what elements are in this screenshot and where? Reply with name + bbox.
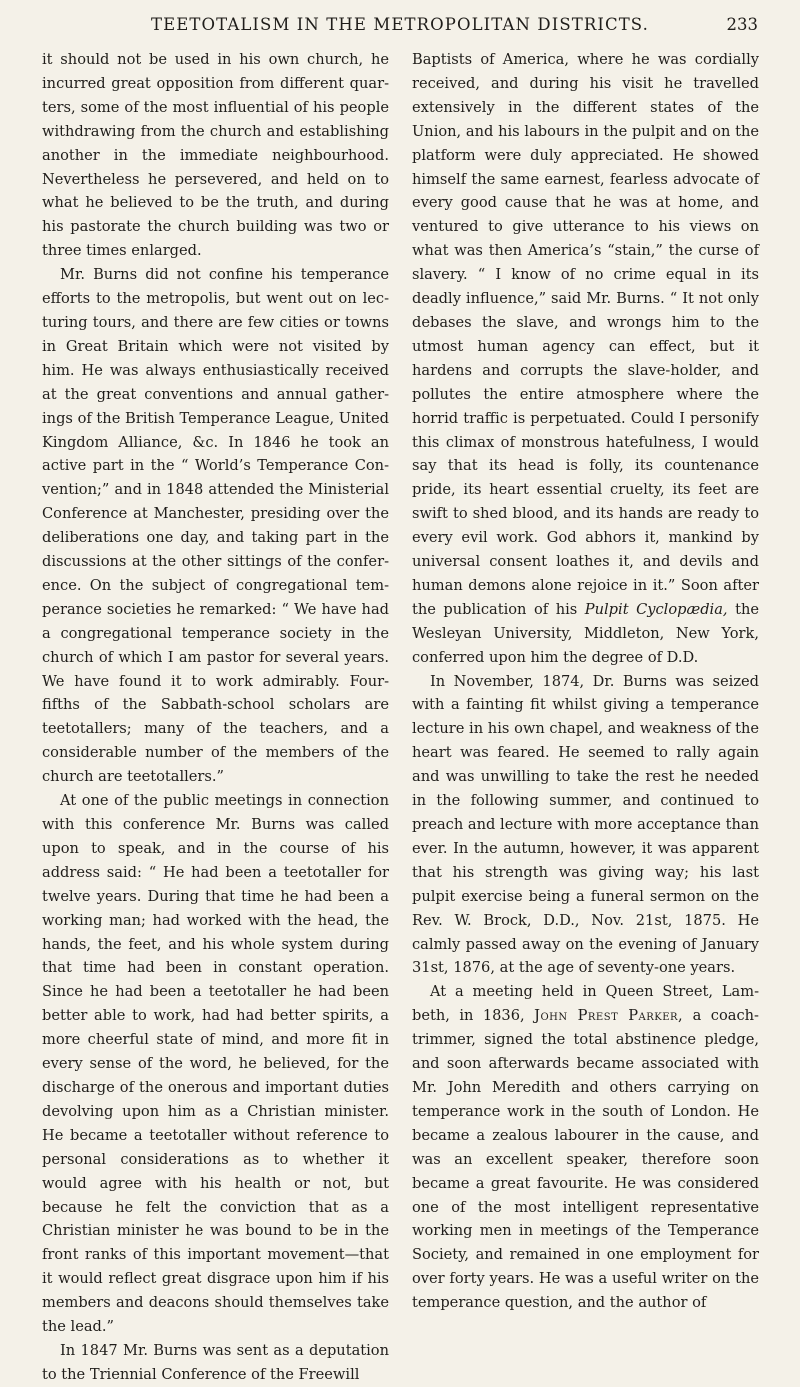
paragraph: Mr. Burns did not confine his temperance efforts to the metropolis, but went out on lecturing tours, and there are few cities or towns in Great Britain which were not visited by him. He was always enthusiastically received at the great conventions and annual gatherings of the British Temperance League, United Kingdom Alliance, &c. In 1846 he took an active part in the “ World’s Temperance Convention;” and in 1848 attended the Ministerial Conference at Manchester, presiding over the deliberations one day, and taking part in the discussions at the other sittings of the conference. On the subject of congregational temperance societies he remarked: “ We have had a congregational temperance society in the church of which I am pastor for several years. We have found it to work admirably. Four-fifths of the Sabbath-school scholars are teetotallers; many of the teachers, and a considerable number of the members of the church are teetotallers.” xyxy=(42,266,389,786)
running-header xyxy=(42,10,758,40)
left-column xyxy=(42,48,389,1387)
book-title: Pulpit Cyclopædia, xyxy=(584,600,728,618)
paragraph: it should not be used in his own church, he incurred great opposition from different quarters, some of the most influential of his people withdrawing from the church and establishing another in the immediate neighbourhood. Nevertheless he persevered, and held on to what he believed to be the truth, and during his pastorate the church building was two or three times enlarged. xyxy=(42,51,389,260)
running-title: TEETOTALISM IN THE METROPOLITAN DISTRICTS. xyxy=(151,15,649,34)
paragraph xyxy=(412,48,759,670)
paragraph: In November, 1874, Dr. Burns was seized with a fainting fit whilst giving a temperance lecture in his own chapel, and weakness of the heart was feared. He seemed to rally again and was unwilling to take the rest he needed in the following summer, and continued to preach and lecture with more acceptance than ever. In the autumn, however, it was apparent that his strength was giving way; his last pulpit exercise being a funeral sermon on the Rev. W. Brock, D.D., Nov. 21st, 1875. He calmly passed away on the evening of January 31st, 1876, at the age of seventy-one years. xyxy=(412,672,759,977)
right-column xyxy=(412,48,759,1315)
paragraph-text: the Wesleyan University, Middleton, New York, conferred upon him the degree of D.D. xyxy=(412,600,759,666)
paragraph-text: Baptists of America, where he was cordially received, and during his visit he travelled extensively in the different states of the Union, and his labours in the pulpit and on the platform were duly appreciated. He showed himself the same earnest, fearless advocate of every good cause that he was at home, and ventured to give utterance to his views on what was then America’s “stain,” the curse of slavery. “ I know of no crime equal in its deadly influence,” said Mr. Burns. “ It not only debases the slave, and wrongs him to the utmost human agency can effect, but it hardens and corrupts the slave-holder, and pollutes the entire atmosphere where the horrid traffic is perpetuated. Could I personify this climax of monstrous hatefulness, I would say that its head is folly, its countenance pride, its heart essential cruelty, its feet are swift to shed blood, and its hands are ready to every evil work. God abhors it, mankind by universal consent loathes it, and devils and human demons alone rejoice in it.” Soon after the publication of his xyxy=(412,51,759,618)
page-number: 233 xyxy=(726,15,758,34)
paragraph: At one of the public meetings in connection with this conference Mr. Burns was called upon to speak, and in the course of his address said: “ He had been a teetotaller for twelve years. During that time he had been a working man; had worked with the head, the hands, the feet, and his whole system during that time had been in constant operation. Since he had been a teetotaller he had been better able to work, had had better spirits, a more cheerful state of mind, and more fit in every sense of the word, he believed, for the discharge of the onerous and important duties devolving upon him as a Christian minister. He became a teetotaller without reference to personal considerations as to whether it would agree with his health or not, but because he felt the conviction that as a Christian minister he was bound to be in the front ranks of this important movement—that it would reflect great disgrace upon him if his members and deacons should themselves take the lead.” xyxy=(42,792,389,1336)
person-name: John Prest Parker, xyxy=(534,1007,684,1025)
paragraph xyxy=(412,980,759,1315)
paragraph: In 1847 Mr. Burns was sent as a deputation to the Triennial Conference of the Freewill xyxy=(42,1341,389,1383)
paragraph-text: a coach-trimmer, signed the total abstinence pledge, and soon afterwards became associated with Mr. John Meredith and others carrying on temperance work in the south of London. He became a zealous labourer in the cause, and was an excellent speaker, therefore soon became a great favourite. He was considered one of the most intelligent representative working men in meetings of the Temperance Society, and remained in one employment for over forty years. He was a useful writer on the temperance question, and the author of xyxy=(412,1007,759,1312)
paragraph-text: At a meeting held in Queen Street, Lambeth, in 1836, xyxy=(412,983,759,1025)
